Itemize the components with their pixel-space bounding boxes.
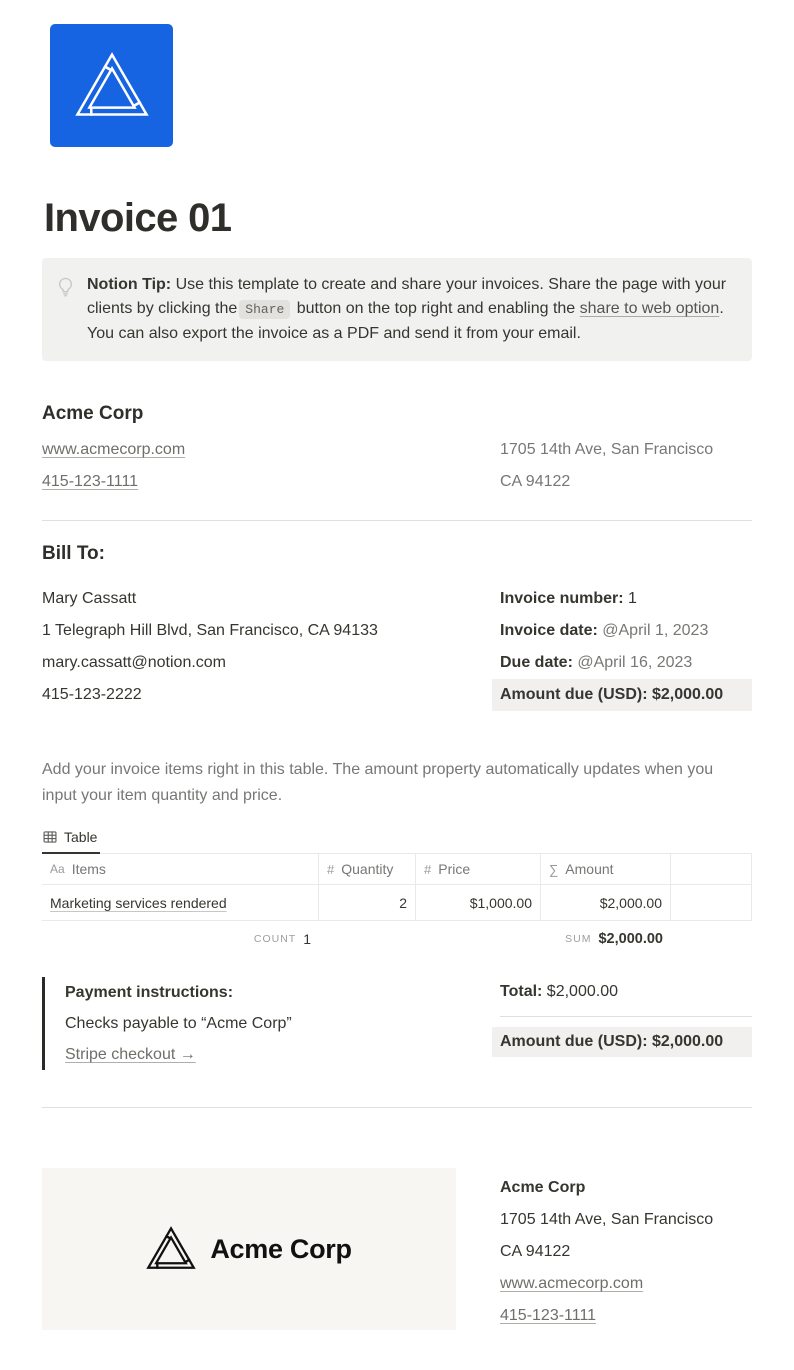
company-website-link[interactable]: www.acmecorp.com [42, 441, 186, 458]
amount-due-label: Amount due (USD): [500, 1033, 648, 1050]
share-to-web-link[interactable]: share to web option [579, 300, 720, 317]
bill-to-client-column [42, 583, 500, 711]
company-address-line2: CA 94122 [500, 473, 571, 490]
brand-name: Acme Corp [210, 1233, 352, 1264]
page-title[interactable]: Invoice 01 [44, 196, 232, 240]
company-name-heading: Acme Corp [42, 403, 144, 424]
invoice-page [42, 0, 752, 1370]
invoice-number-label: Invoice number: [500, 590, 624, 607]
callout-segment: Use this template to create and share your invoices. Share the page with your clients by clicking the [87, 276, 727, 317]
column-label: Amount [565, 861, 614, 877]
stripe-checkout-link[interactable]: Stripe checkout → [65, 1046, 196, 1063]
penrose-triangle-logo [146, 1224, 196, 1274]
callout-bold-prefix: Notion Tip: [87, 276, 172, 293]
payment-instructions-line: Checks payable to “Acme Corp” [65, 1015, 292, 1032]
items-intro-paragraph: Add your invoice items right in this table. The amount property automatically updates when you input your item quantity and price. [42, 761, 714, 804]
database-view-tabbar [42, 824, 752, 854]
callout-segment: . You can also export the invoice as a PDF and send it from your email. [87, 300, 724, 342]
amount-due-label: Amount due (USD): [500, 686, 648, 703]
company-links-column [42, 434, 500, 498]
cell-empty[interactable] [671, 885, 752, 920]
brand-logo-card [42, 1168, 456, 1330]
lightbulb-icon [55, 273, 77, 346]
share-button-code-badge: Share [239, 300, 290, 319]
company-phone-link[interactable]: 415-123-1111 [42, 473, 139, 490]
company-address-line1: 1705 14th Ave, San Francisco [500, 441, 714, 458]
penrose-triangle-icon [74, 48, 150, 124]
invoice-number-row [500, 583, 752, 615]
sum-calculation[interactable] [541, 931, 671, 947]
footer-company-name: Acme Corp [500, 1179, 586, 1196]
count-value: 1 [303, 931, 311, 947]
text-property-icon: Aa [50, 862, 65, 876]
count-label: COUNT [253, 933, 297, 945]
total-value: $2,000.00 [542, 983, 618, 1000]
due-date-row [500, 647, 752, 679]
table-view-tab[interactable] [42, 824, 100, 854]
client-phone: 415-123-2222 [42, 686, 142, 703]
number-property-icon: # [327, 861, 335, 877]
totals-column [500, 977, 752, 1070]
column-label: Price [438, 861, 471, 877]
client-address: 1 Telegraph Hill Blvd, San Francisco, CA 94133 [42, 622, 378, 639]
payment-instructions-heading: Payment instructions: [65, 984, 234, 1001]
due-date-label: Due date: [500, 654, 573, 671]
payment-instructions-quote [42, 977, 500, 1070]
total-label: Total: [500, 983, 543, 1000]
column-header-price[interactable] [416, 854, 541, 884]
amount-due-highlight [492, 679, 752, 711]
cell-amount[interactable]: $2,000.00 [541, 885, 671, 920]
column-header-items[interactable] [42, 854, 319, 884]
table-row [42, 885, 752, 921]
divider [42, 1107, 752, 1108]
amount-due-value: $2,000.00 [647, 1033, 724, 1050]
due-date-mention[interactable]: @April 16, 2023 [572, 654, 693, 671]
amount-due-highlight [492, 1027, 752, 1057]
company-address-column [500, 434, 752, 498]
column-label: Quantity [341, 861, 394, 877]
footer-website-link[interactable]: www.acmecorp.com [500, 1275, 644, 1292]
total-row [500, 977, 752, 1007]
invoice-items-table [42, 854, 752, 957]
invoice-number-value: 1 [623, 590, 637, 607]
footer-phone-link[interactable]: 415-123-1111 [500, 1307, 597, 1324]
footer-contact-column [500, 1168, 752, 1332]
notion-tip-callout [42, 258, 752, 361]
table-header-row [42, 854, 752, 885]
callout-text [87, 273, 736, 346]
table-tab-label: Table [64, 829, 98, 845]
count-calculation[interactable] [42, 931, 319, 947]
item-page-link[interactable]: Marketing services rendered [50, 894, 227, 911]
client-email: mary.cassatt@notion.com [42, 654, 227, 671]
table-calculation-row [42, 921, 752, 957]
formula-property-icon: ∑ [549, 861, 559, 877]
sum-value: $2,000.00 [598, 931, 663, 947]
invoice-date-mention[interactable]: @April 1, 2023 [597, 622, 709, 639]
payment-section [42, 977, 752, 1070]
cell-price[interactable]: $1,000.00 [416, 885, 541, 920]
page-icon[interactable] [50, 24, 173, 147]
cell-items[interactable] [42, 885, 319, 920]
invoice-meta-column [500, 583, 752, 711]
footer-section [42, 1168, 752, 1332]
callout-segment: button on the top right and enabling the [292, 300, 580, 317]
number-property-icon: # [424, 861, 432, 877]
footer-address-line1: 1705 14th Ave, San Francisco [500, 1211, 714, 1228]
column-header-empty[interactable] [671, 854, 752, 884]
sum-label: SUM [565, 933, 592, 945]
bill-to-section [42, 543, 752, 711]
bill-to-heading: Bill To: [42, 543, 105, 564]
table-icon [43, 830, 57, 844]
cell-quantity[interactable]: 2 [319, 885, 416, 920]
divider [42, 520, 752, 521]
column-header-quantity[interactable] [319, 854, 416, 884]
invoice-date-row [500, 615, 752, 647]
amount-due-value: $2,000.00 [647, 686, 724, 703]
divider [500, 1016, 752, 1017]
column-header-amount[interactable] [541, 854, 671, 884]
column-label: Items [71, 861, 106, 877]
company-section [42, 403, 752, 498]
footer-address-line2: CA 94122 [500, 1243, 571, 1260]
client-name: Mary Cassatt [42, 590, 137, 607]
invoice-date-label: Invoice date: [500, 622, 598, 639]
